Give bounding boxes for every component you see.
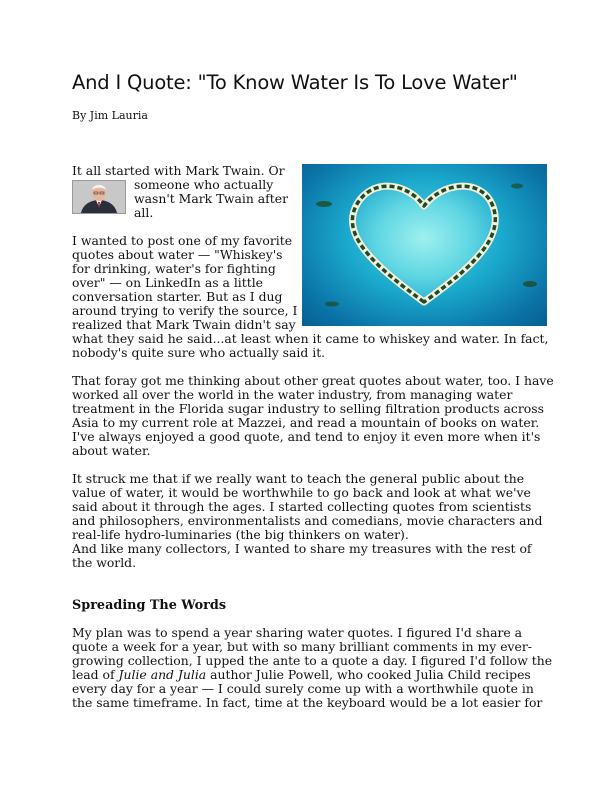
section-heading: Spreading The Words [72,598,227,613]
para4-line-2: value of water, it would be worthwhile to go back and look at what we've [72,485,531,500]
article-title: And I Quote: "To Know Water Is To Love Water" [72,71,518,94]
para2-line-7: realized that Mark Twain didn't say [72,317,296,332]
heart-island-photo [302,164,547,326]
heart-island-illustration [302,164,547,326]
para2-line-2: quotes about water — "Whiskey's [72,247,283,262]
section2-line-3: growing collection, I upped the ante to a quote a day. I figured I'd follow the [72,653,553,668]
author-avatar [72,180,126,214]
para4-line-1: It struck me that if we really want to teach the general public about the [72,471,525,486]
para4-line-5: real-life hydro-luminaries (the big thinkers on water). [72,527,409,542]
para2-line-3: for drinking, water's for fighting [72,261,276,276]
para4-line-3: said about it through the ages. I started collecting quotes from scientists [72,499,532,514]
para3-line-6: about water. [72,443,151,458]
section2-line-5: every day for a year — I could surely come up with a worthwhile quote in [72,681,534,696]
para1-line-1: It all started with Mark Twain. Or [72,163,285,178]
para4-line-7: the world. [72,555,137,570]
para3-line-4: Asia to my current role at Mazzei, and read a mountain of books on water. [72,415,540,430]
para1-line-4: all. [134,205,154,220]
para3-line-2: worked all over the world in the water industry, from managing water [72,387,513,402]
section2-line-1: My plan was to spend a year sharing water quotes. I figured I'd share a [72,625,523,640]
para2-line-4: over" — on LinkedIn as a little [72,275,264,290]
section2-line-6: the same timeframe. In fact, time at the keyboard would be a lot easier for [72,695,543,710]
para2-line-6: around trying to verify the source, I [72,303,298,318]
section2-line-2: quote a week for a year, but with so many brilliant comments in my ever- [72,639,532,654]
book-title-emphasis: Julie and Julia [118,667,207,682]
section2-line-4 [72,668,531,682]
person-photo-icon [73,181,125,213]
para2-line-9: nobody's quite sure who actually said it. [72,345,326,360]
para4-line-6: And like many collectors, I wanted to share my treasures with the rest of [72,541,532,556]
section2-line-4-pre: lead of [72,667,119,682]
para1-line-2: someone who actually [134,177,274,192]
article-byline: By Jim Lauria [72,109,148,122]
para3-line-5: I've always enjoyed a good quote, and tend to enjoy it even more when it's [72,429,541,444]
para4-line-4: and philosophers, environmentalists and comedians, movie characters and [72,513,543,528]
para2-line-8: what they said he said...at least when it came to whiskey and water. In fact, [72,331,549,346]
para3-line-3: treatment in the Florida sugar industry to selling filtration products across [72,401,544,416]
para1-line-3: wasn't Mark Twain after [134,191,289,206]
para2-line-5: conversation starter. But as I dug [72,289,283,304]
para2-line-1: I wanted to post one of my favorite [72,233,293,248]
section2-line-4-post: author Julie Powell, who cooked Julia Child recipes [206,667,531,682]
para3-line-1: That foray got me thinking about other great quotes about water, too. I have [72,373,554,388]
